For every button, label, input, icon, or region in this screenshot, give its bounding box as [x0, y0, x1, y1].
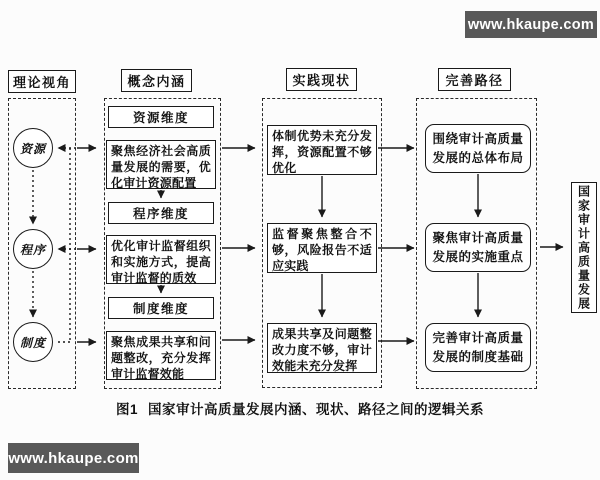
circle-procedure: 程序	[13, 229, 53, 269]
path-box-1-line-1: 围绕审计高质量	[432, 131, 524, 146]
concept-box-procedure: 优化审计监督组织和实施方式，提高审计监督的质效	[106, 235, 216, 284]
figure-caption-label: 图1	[115, 402, 138, 417]
watermark-text-top: www.hkaupe.com	[467, 16, 595, 33]
dimension-box-resource: 资源维度	[108, 106, 214, 128]
header-path: 完善路径	[438, 68, 511, 91]
arrows-practice-to-path	[378, 148, 414, 341]
watermark-banner-bottom	[8, 443, 139, 473]
path-box-2	[425, 223, 531, 272]
goal-box: 国家审计高质量发展	[571, 182, 597, 313]
concept-box-system: 聚焦成果共享和问题整改，充分发挥审计监督效能	[106, 331, 216, 380]
circle-system: 制度	[13, 322, 53, 362]
path-box-2-line-2: 发展的实施重点	[432, 249, 524, 264]
path-box-3-line-2: 发展的制度基础	[432, 349, 524, 364]
figure-caption	[0, 398, 600, 418]
dimension-box-procedure: 程序维度	[108, 202, 214, 224]
watermark-text-bottom: www.hkaupe.com	[8, 449, 139, 467]
circle-resource: 资源	[13, 128, 53, 168]
dimension-box-system: 制度维度	[108, 297, 214, 319]
path-box-3-line-1: 完善审计高质量	[432, 330, 524, 345]
watermark-banner-top	[465, 11, 597, 38]
path-box-3	[425, 323, 531, 372]
concept-box-resource: 聚焦经济社会高质量发展的需要，优化审计资源配置	[106, 140, 216, 189]
practice-box-1: 体制优势未充分发挥，资源配置不够优化	[267, 125, 377, 175]
arrows-theory-to-concept	[77, 148, 96, 342]
practice-box-3: 成果共享及问题整改力度不够，审计效能未充分发挥	[267, 323, 377, 373]
header-concept: 概念内涵	[121, 69, 192, 92]
figure-caption-text: 国家审计高质量发展内涵、现状、路径之间的逻辑关系	[148, 402, 484, 417]
path-box-1	[425, 124, 531, 173]
arrows-concept-to-practice	[222, 148, 255, 340]
path-box-2-line-1: 聚焦审计高质量	[432, 230, 524, 245]
practice-box-2: 监督聚焦整合不够，风险报告不适应实践	[267, 223, 377, 273]
header-theory: 理论视角	[8, 70, 76, 93]
header-practice: 实践现状	[286, 68, 357, 91]
path-box-1-line-2: 发展的总体布局	[432, 150, 524, 165]
